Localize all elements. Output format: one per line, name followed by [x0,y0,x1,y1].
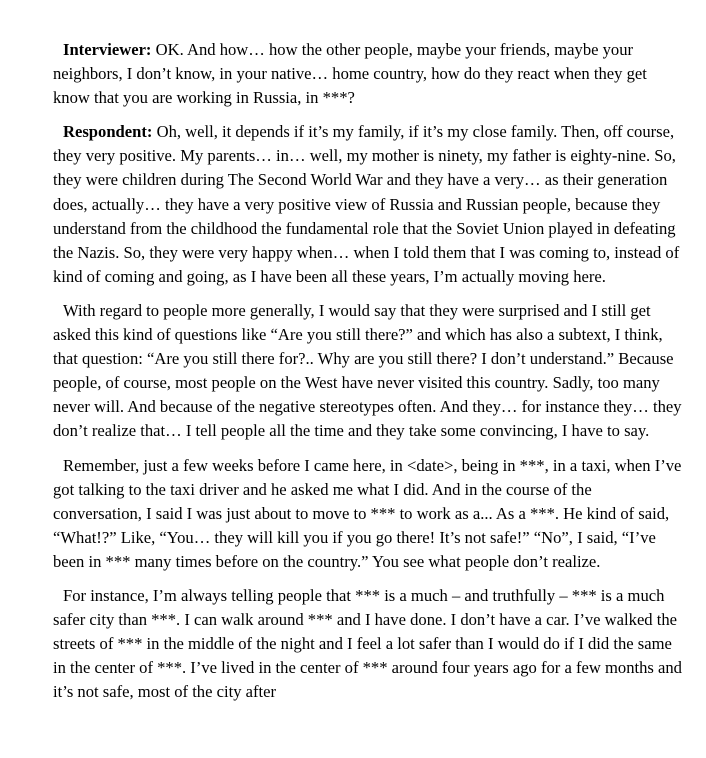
interview-transcript [53,38,683,714]
paragraph-text: Oh, well, it depends if it’s my family, if it’s my close family. Then, off course, they very positive. My parents… in… well, my mother is ninety, my father is eighty-nine. So, they were children during The Second World War and they have a very… as their generation does, actually… they have a very positive view of Russia and Russian people, because they understand from the childhood the fundamental role that the Soviet Union played in defeating the Nazis. So, they were very happy when… when I told them that I was coming to, instead of kind of coming and going, as I have been all these years, I’m actually moving here. [53,122,680,286]
paragraph-text: For instance, I’m always telling people that *** is a much – and truthfully – *** is a much safer city than ***. I can walk around *** and I have done. I don’t have a car. I’ve walked the streets of *** in the middle of the night and I feel a lot safer than I would do if I did the same in the center of ***. I’ve lived in the center of *** around four years ago for a few months and it’s not safe, most of the city after [53,585,682,702]
paragraph-text: OK. And how… how the other people, maybe your friends, maybe your neighbors, I don’t know, in your native… home country, how do they react when they get know that you are working in Russia, in ***? [53,40,647,108]
paragraph-text: With regard to people more generally, I would say that they were surprised and I still get asked this kind of questions like “Are you still there?” and which has also a subtext, I think, that question: “Are you still there for?.. Why are you still there? I don’t understand.” Because people, of course, most people on the West have never visited this country. Sadly, too many never will. And because of the negative stereotypes often. And they… for instance they… they don’t realize that… I tell people all the time and they take some convincing, I have to say. [53,300,682,441]
paragraph-text: Remember, just a few weeks before I came here, in <date>, being in ***, in a taxi, when I’ve got talking to the taxi driver and he asked me what I did. And in the course of the conversation, I said I was just about to move to *** to work as a... As a ***. He kind of said, “What!?” Like, “You… they will kill you if you go there! It’s not safe!” “No”, I said, “I’ve been in *** many times before on the country.” You see what people don’t realize. [53,455,682,571]
speaker-label: Respondent: [63,122,153,142]
transcript-paragraph [53,299,683,444]
transcript-paragraph-respondent [53,120,683,289]
speaker-label: Interviewer: [63,40,152,59]
transcript-paragraph [53,454,683,574]
transcript-paragraph-interviewer [53,38,683,110]
transcript-paragraph [53,584,683,704]
